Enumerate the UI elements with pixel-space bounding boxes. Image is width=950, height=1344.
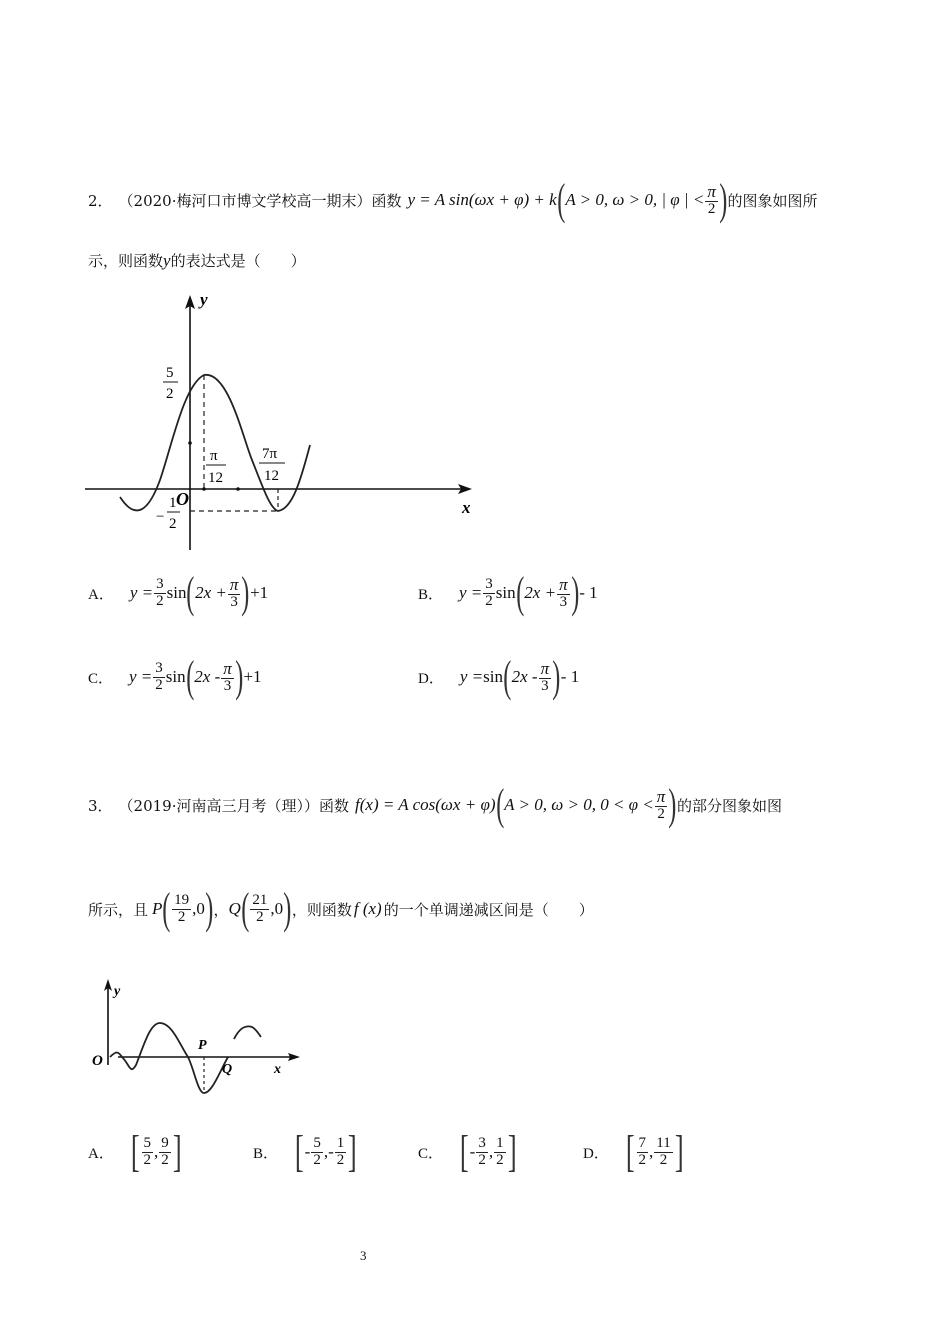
q2-cond-frac: $\frac{\pi}{2}$ [707, 181, 716, 217]
q3-cond-frac: $\frac{\pi}{2}$ [656, 786, 666, 822]
q2-t2-den: 12 [264, 468, 279, 484]
q2-option-b[interactable]: B． y = $\frac{3}{2}$ sin ( 2x + $\frac{\pi}{3}$ ) - 1 [418, 568, 598, 617]
q3-y-label: y [114, 984, 121, 999]
q2-option-d-label: D． [418, 670, 444, 687]
q3-curve-tail [234, 1026, 261, 1039]
q3-text-after: 的部分图象如图 [676, 796, 782, 815]
q3-cond: A > 0, ω > 0, 0 < φ < [504, 795, 654, 814]
q3-func-expr: f(x) = A cos(ωx + φ) [355, 795, 496, 814]
q2-min-den: 2 [169, 516, 177, 532]
page-number: 3 [360, 1248, 367, 1263]
q3-option-a[interactable]: A． [ $\frac{5}{2}$ , $\frac{9}{2}$ ] [88, 1127, 182, 1176]
q3-number: 3． [88, 796, 113, 815]
q2-func-text: 函数 [371, 191, 402, 210]
q3-option-b-label: B． [253, 1145, 279, 1162]
q2-option-a-sin: sin [166, 583, 187, 602]
q2-option-a[interactable]: A． y = $\frac{3}{2}$ sin ( 2x + $\frac{\pi}{3}$ ) +1 [88, 568, 269, 617]
q2-source: （2020·梅河口市博文学校高一期末） [118, 191, 372, 210]
q3-q-name: Q [228, 899, 241, 918]
q3-option-d[interactable]: D． [ $\frac{7}{2}$ , $\frac{11}{2}$ ] [583, 1127, 684, 1176]
q3-option-c-label: C． [418, 1145, 444, 1162]
q3-graph [88, 975, 308, 1100]
q3-p-label: P [198, 1038, 207, 1053]
q2-max-den: 2 [166, 386, 174, 402]
q2-line2-text: 示，则函数 [88, 252, 164, 270]
q2-option-a-y: y = [129, 583, 154, 602]
q3-p-name: P [152, 899, 163, 918]
q2-option-a-coef: $\frac{3}{2}$ [156, 575, 164, 609]
q2-line2 [88, 250, 306, 271]
q2-func-expr: y = A sin(ωx + φ) + k [407, 190, 557, 209]
q3-option-c[interactable]: C． [ - $\frac{3}{2}$ , $\frac{1}{2}$ ] [418, 1127, 517, 1176]
q2-option-c[interactable]: C． y = $\frac{3}{2}$ sin ( 2x - $\frac{\pi}{3}$ ) +1 [88, 652, 262, 701]
q2-cond-lparen: ( [556, 175, 566, 224]
q2-tick-dot [202, 487, 206, 491]
q2-t1-num: π [210, 448, 218, 464]
q3-line2-c: 的一个单调递减区间是（ ） [383, 900, 594, 919]
q3-fx: f (x) [353, 899, 382, 918]
q2-option-a-label: A． [88, 586, 114, 603]
q3-source: （2019·河南高三月考（理）） [118, 796, 319, 815]
q2-line2-var: y [163, 251, 171, 270]
q2-curve [120, 375, 310, 511]
q3-func-text: 函数 [319, 796, 350, 815]
q3-line2: 所示，且 P ( $\frac{19}{2}$ ,0 ) ， Q ( $\frac{21}{2}$ ,0 ) ，则函数 f (x) 的一个单调递减区间是（ ） [88, 884, 594, 933]
q2-number: 2． [88, 191, 113, 210]
q2-option-b-label: B． [418, 586, 444, 603]
q2-y-label: y [200, 290, 208, 309]
q2-min-sign: − [156, 509, 165, 525]
q2-text-after: 的图象如图所 [727, 191, 818, 210]
q2-cond: A > 0, ω > 0, | φ | < [565, 190, 705, 209]
q2-option-d[interactable]: D． y = sin ( 2x - $\frac{\pi}{3}$ ) - 1 [418, 652, 580, 701]
q3-p-frac: $\frac{19}{2}$ [174, 891, 190, 925]
q2-line2-rest: 的表达式是（ ） [170, 252, 306, 270]
q2-tick-dot [188, 441, 192, 445]
q2-t2-num: 7π [262, 446, 278, 462]
q3-option-d-label: D． [583, 1145, 609, 1162]
q2-x-label: x [462, 498, 471, 517]
q3-cond-rparen: ) [668, 780, 677, 829]
q2-tick-dot [236, 487, 240, 491]
q3-cond-lparen: ( [495, 780, 504, 829]
q3-q-label: Q [222, 1062, 233, 1077]
q3-line2-b: ，则函数 [291, 900, 352, 919]
q3-option-b[interactable]: B． [ - $\frac{5}{2}$ ,- $\frac{1}{2}$ ] [253, 1127, 357, 1176]
q2-max-num: 5 [166, 365, 174, 381]
q3-curve [110, 1023, 228, 1093]
q2-t1-den: 12 [208, 470, 223, 486]
q2-origin: O [176, 489, 189, 509]
q2-option-c-label: C． [88, 670, 114, 687]
q2-graph [80, 285, 480, 560]
q3-x-label: x [274, 1062, 281, 1077]
q3-line2-a: 所示，且 [88, 900, 149, 919]
q2-cond-rparen: ) [719, 175, 728, 224]
q3-q-frac: $\frac{21}{2}$ [252, 891, 268, 925]
q2-header [88, 175, 818, 224]
q2-min-num: 1 [169, 495, 177, 511]
q3-header [88, 780, 782, 830]
q3-origin: O [92, 1053, 103, 1069]
q3-option-a-label: A． [88, 1145, 114, 1162]
